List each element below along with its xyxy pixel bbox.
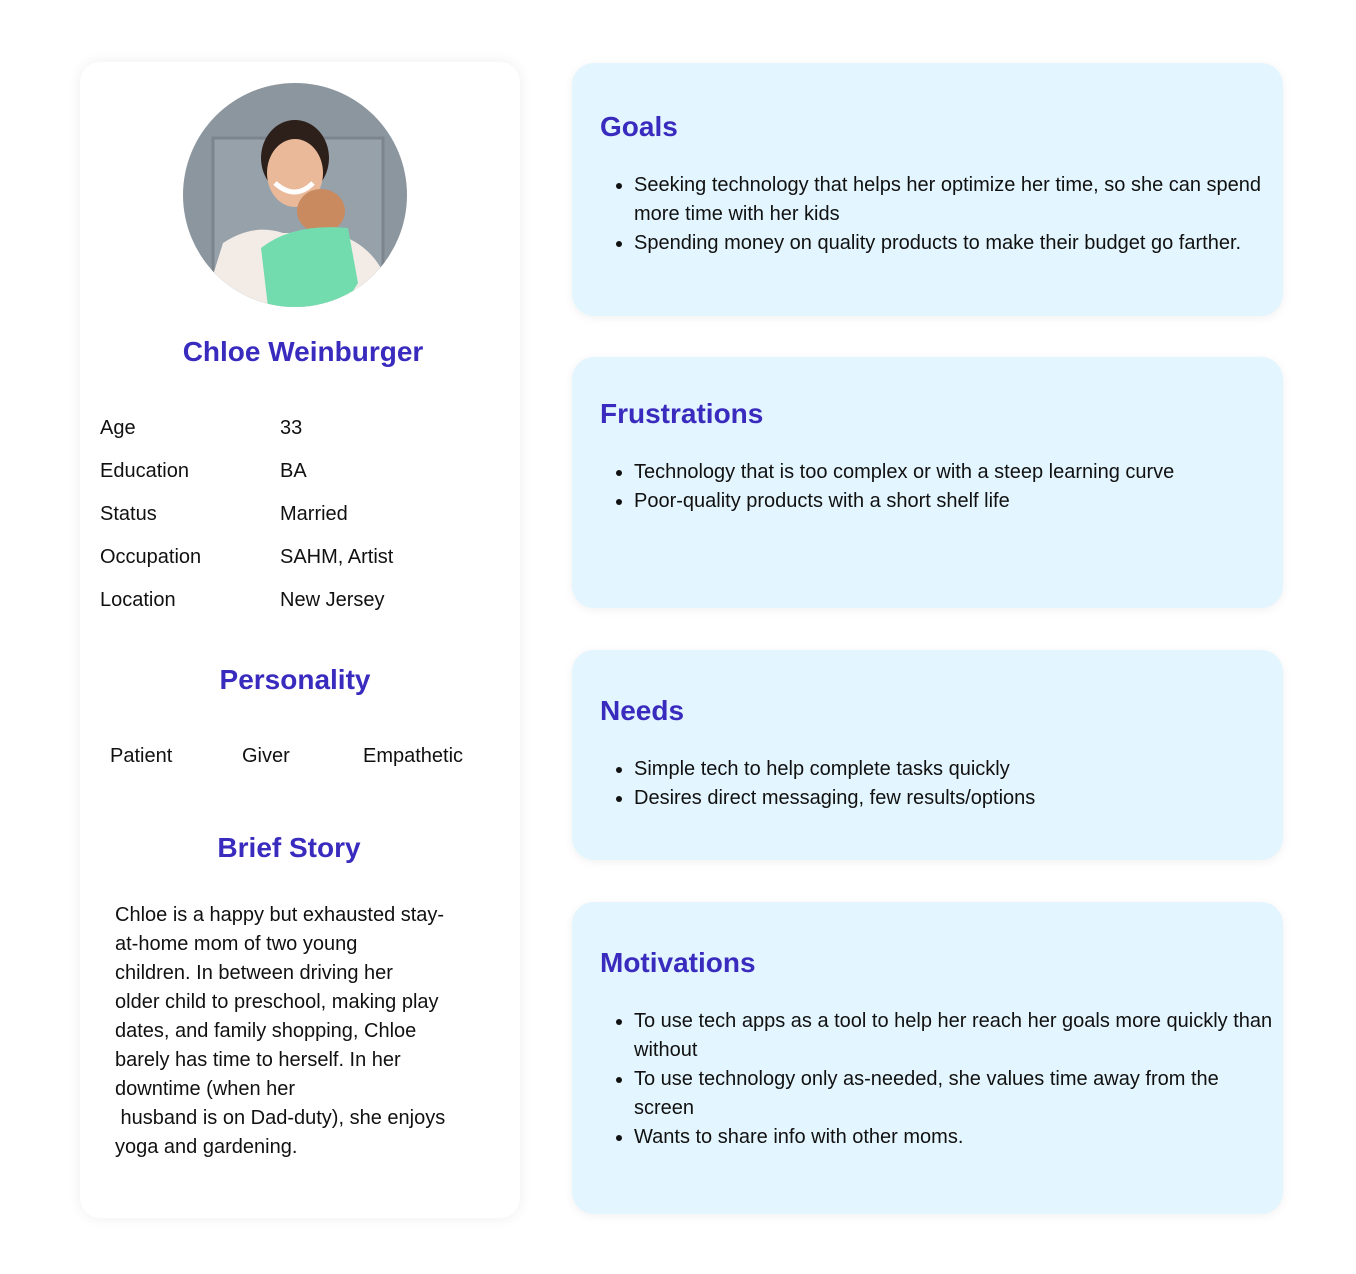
detail-row-location [100,589,385,612]
motivations-list [612,1007,1274,1152]
detail-value: Married [280,503,348,525]
list-item: • Spending money on quality products to make their budget go farther. [634,229,1274,258]
detail-label: Occupation [100,546,202,568]
card-title: Frustrations [600,398,764,429]
detail-row-occupation [100,546,394,569]
detail-label: Age [100,417,136,439]
list-item: • Wants to share info with other moms. [634,1123,1274,1152]
frustrations-list [612,458,1274,516]
trait: Giver [242,745,290,767]
list-item: • Poor-quality products with a short shelf life [634,487,1274,516]
detail-value: BA [280,460,307,482]
detail-row-education [100,460,307,483]
list-item: • Desires direct messaging, few results/options [634,784,1274,813]
goals-card [572,63,1283,316]
detail-label: Status [100,503,157,525]
list-item: • To use tech apps as a tool to help her reach her goals more quickly than without [634,1007,1274,1065]
detail-row-age [100,417,303,440]
trait: Empathetic [363,745,464,767]
brief-story-heading: Brief Story [217,832,361,863]
persona-name: Chloe Weinburger [182,336,424,367]
list-item: • To use technology only as-needed, she values time away from the screen [634,1065,1274,1123]
detail-value: New Jersey [280,589,385,611]
detail-value: SAHM, Artist [280,546,394,568]
detail-label: Location [100,589,176,611]
detail-value: 33 [280,417,303,439]
list-item: • Technology that is too complex or with a steep learning curve [634,458,1274,487]
needs-card [572,650,1283,860]
trait: Patient [110,745,173,767]
list-item: • Simple tech to help complete tasks quickly [634,755,1274,784]
profile-photo [183,83,407,307]
detail-label: Education [100,460,189,482]
card-title: Motivations [600,947,756,978]
personality-heading: Personality [219,664,371,695]
frustrations-card [572,357,1283,608]
motivations-card [572,902,1283,1214]
detail-row-status [100,503,348,526]
brief-story-text: Chloe is a happy but exhausted stay- at-home mom of two young children. In between driving her older child to preschool, making play dates, and family shopping, Chloe barely has time to herself. In her downtime (when her husband is on Dad-duty), she enjoys yoga and gardening. [115,904,446,1158]
card-title: Needs [600,695,685,726]
needs-list [612,755,1274,813]
goals-list [612,171,1274,258]
card-title: Goals [600,111,678,142]
list-item: • Seeking technology that helps her optimize her time, so she can spend more time with her kids [634,171,1274,229]
